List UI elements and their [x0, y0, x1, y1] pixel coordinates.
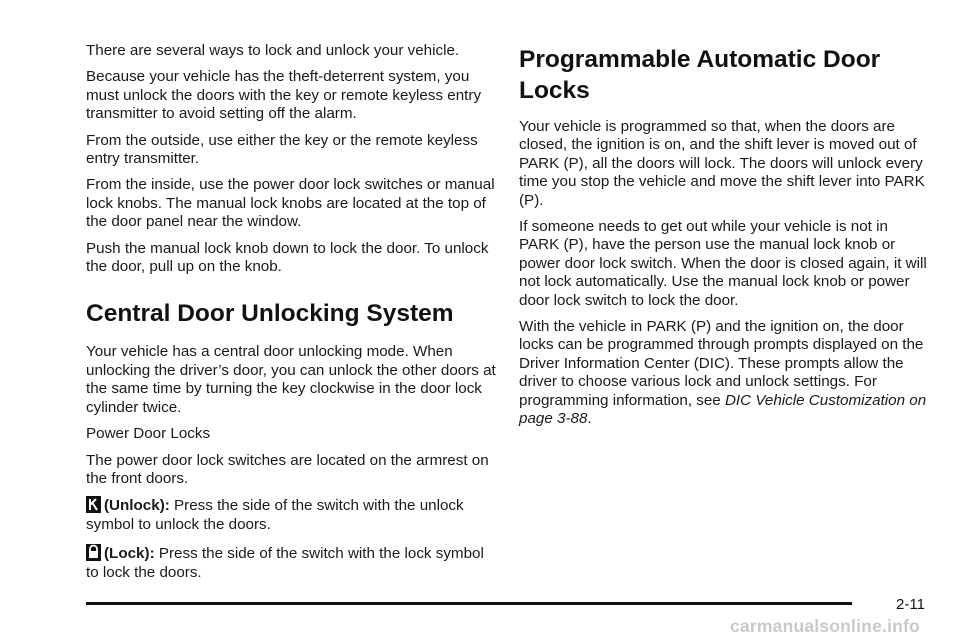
- left-column: [86, 42, 496, 592]
- watermark: carmanualsonline.info: [730, 616, 920, 636]
- theft-deterrent-paragraph: Because your vehicle has the theft-deterrent system, you must unlock the doors with the key or remote keyless entry transmitter to avoid setting off the alarm.: [86, 68, 482, 123]
- switch-location-paragraph: The power door lock switches are located on the armrest on the front doors.: [86, 451, 489, 487]
- intro-paragraph: There are several ways to lock and unlock your vehicle.: [86, 42, 460, 59]
- page-number: 2-11: [896, 596, 925, 613]
- lock-label: (Lock):: [104, 545, 155, 563]
- lock-icon: [86, 544, 101, 561]
- unlock-icon: [86, 496, 101, 513]
- central-door-unlocking-heading: Central Door Unlocking System: [86, 300, 454, 328]
- programming-paragraph: [519, 318, 929, 428]
- programmable-locks-heading: Programmable Automatic Door Locks: [519, 46, 881, 104]
- right-column: [519, 44, 929, 437]
- footer-rule: [86, 602, 852, 605]
- lock-line: [86, 544, 496, 582]
- power-door-locks-subheading: Power Door Locks: [86, 425, 211, 443]
- dic-customization-link[interactable]: DIC Vehicle Customization on page 3-88: [519, 391, 927, 428]
- lock-text: Press the side of the switch with the lock symbol to lock the doors.: [86, 545, 484, 582]
- lock-instruction: [86, 544, 496, 582]
- outside-paragraph: From the outside, use either the key or the remote keyless entry transmitter.: [86, 131, 478, 168]
- unlock-label: (Unlock):: [104, 497, 170, 515]
- programmed-paragraph: Your vehicle is programmed so that, when the doors are closed, the ignition is on, and the shift lever is moved out of PARK (P), all the doors will lock. The doors will unlock every time you stop the vehicle and move the shift lever into PARK (P).: [519, 118, 925, 209]
- unlock-line: [86, 496, 496, 534]
- exit-vehicle-paragraph: If someone needs to get out while your vehicle is not in PARK (P), have the person use the manual lock knob or power door lock switch. When the door is closed again, it will not lock automatically. Use the manual lock knob or power door lock switch to lock the door.: [519, 218, 927, 309]
- central-unlocking-paragraph: Your vehicle has a central door unlocking mode. When unlocking the driver’s door, you can unlock the other doors at the same time by turning the key clockwise in the door lock cylinder twice.: [86, 343, 496, 416]
- programming-text: With the vehicle in PARK (P) and the ignition on, the door locks can be programmed through prompts displayed on the Driver Information Center (DIC). These prompts allow the driver to choose various lock and unlock settings. For programming information, see: [519, 318, 924, 409]
- unlock-text: Press the side of the switch with the unlock symbol to unlock the doors.: [86, 497, 464, 534]
- manual-knob-paragraph: Push the manual lock knob down to lock the door. To unlock the door, pull up on the knob.: [86, 239, 489, 276]
- unlock-instruction: [86, 496, 496, 534]
- inside-paragraph: From the inside, use the power door lock switches or manual lock knobs. The manual lock knobs are located at the top of the door panel near the window.: [86, 176, 495, 231]
- programming-end: .: [587, 410, 592, 428]
